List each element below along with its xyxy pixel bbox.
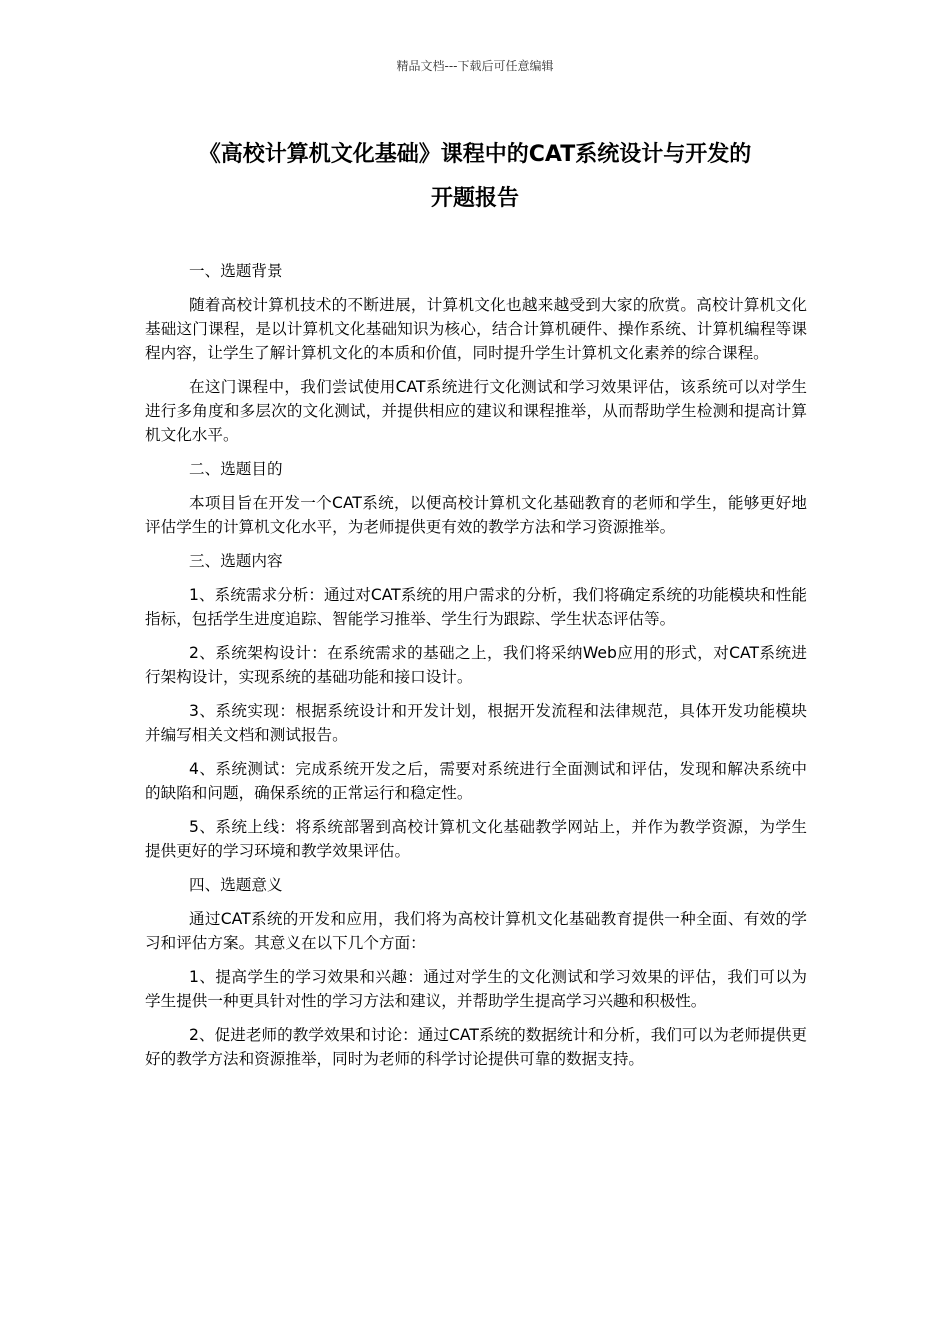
document-title [145,133,805,221]
list-item: 5、系统上线：将系统部署到高校计算机文化基础教学网站上，并作为教学资源，为学生提供更好的学习环境和教学效果评估。 [145,818,807,860]
section-heading-background: 一、选题背景 [189,262,283,280]
list-item: 2、促进老师的教学效果和讨论：通过CAT系统的数据统计和分析，我们可以为老师提供更好的教学方法和资源推举，同时为老师的科学讨论提供可靠的数据支持。 [145,1026,807,1068]
section-heading-purpose: 二、选题目的 [189,460,283,478]
list-item: 3、系统实现：根据系统设计和开发计划，根据开发流程和法律规范，具体开发功能模块并编写相关文档和测试报告。 [145,702,807,744]
list-item: 2、系统架构设计：在系统需求的基础之上，我们将采纳Web应用的形式，对CAT系统进行架构设计，实现系统的基础功能和接口设计。 [145,644,807,686]
list-item: 4、系统测试：完成系统开发之后，需要对系统进行全面测试和评估，发现和解决系统中的缺陷和问题，确保系统的正常运行和稳定性。 [145,760,807,802]
section-heading-significance: 四、选题意义 [189,876,283,894]
paragraph: 本项目旨在开发一个CAT系统，以便高校计算机文化基础教育的老师和学生，能够更好地评估学生的计算机文化水平，为老师提供更有效的教学方法和学习资源推举。 [145,494,807,536]
paragraph: 通过CAT系统的开发和应用，我们将为高校计算机文化基础教育提供一种全面、有效的学习和评估方案。其意义在以下几个方面： [145,910,807,952]
section-heading-content: 三、选题内容 [189,552,283,570]
header-note: 精品文档---下载后可任意编辑 [396,59,554,73]
title-line-1: 《高校计算机文化基础》课程中的CAT系统设计与开发的 [198,142,752,167]
paragraph: 在这门课程中，我们尝试使用CAT系统进行文化测试和学习效果评估，该系统可以对学生进行多角度和多层次的文化测试，并提供相应的建议和课程推举，从而帮助学生检测和提高计算机文化水平。 [145,378,807,444]
title-line-2: 开题报告 [430,186,519,211]
list-item: 1、提高学生的学习效果和兴趣：通过对学生的文化测试和学习效果的评估，我们可以为学生提供一种更具针对性的学习方法和建议，并帮助学生提高学习兴趣和积极性。 [145,968,807,1010]
list-item: 1、系统需求分析：通过对CAT系统的用户需求的分析，我们将确定系统的功能模块和性能指标，包括学生进度追踪、智能学习推举、学生行为跟踪、学生状态评估等。 [145,586,807,628]
paragraph: 随着高校计算机技术的不断进展，计算机文化也越来越受到大家的欣赏。高校计算机文化基础这门课程，是以计算机文化基础知识为核心，结合计算机硬件、操作系统、计算机编程等课程内容，让学生了解计算机文化的本质和价值，同时提升学生计算机文化素养的综合课程。 [145,296,807,362]
document-body [145,259,807,1081]
